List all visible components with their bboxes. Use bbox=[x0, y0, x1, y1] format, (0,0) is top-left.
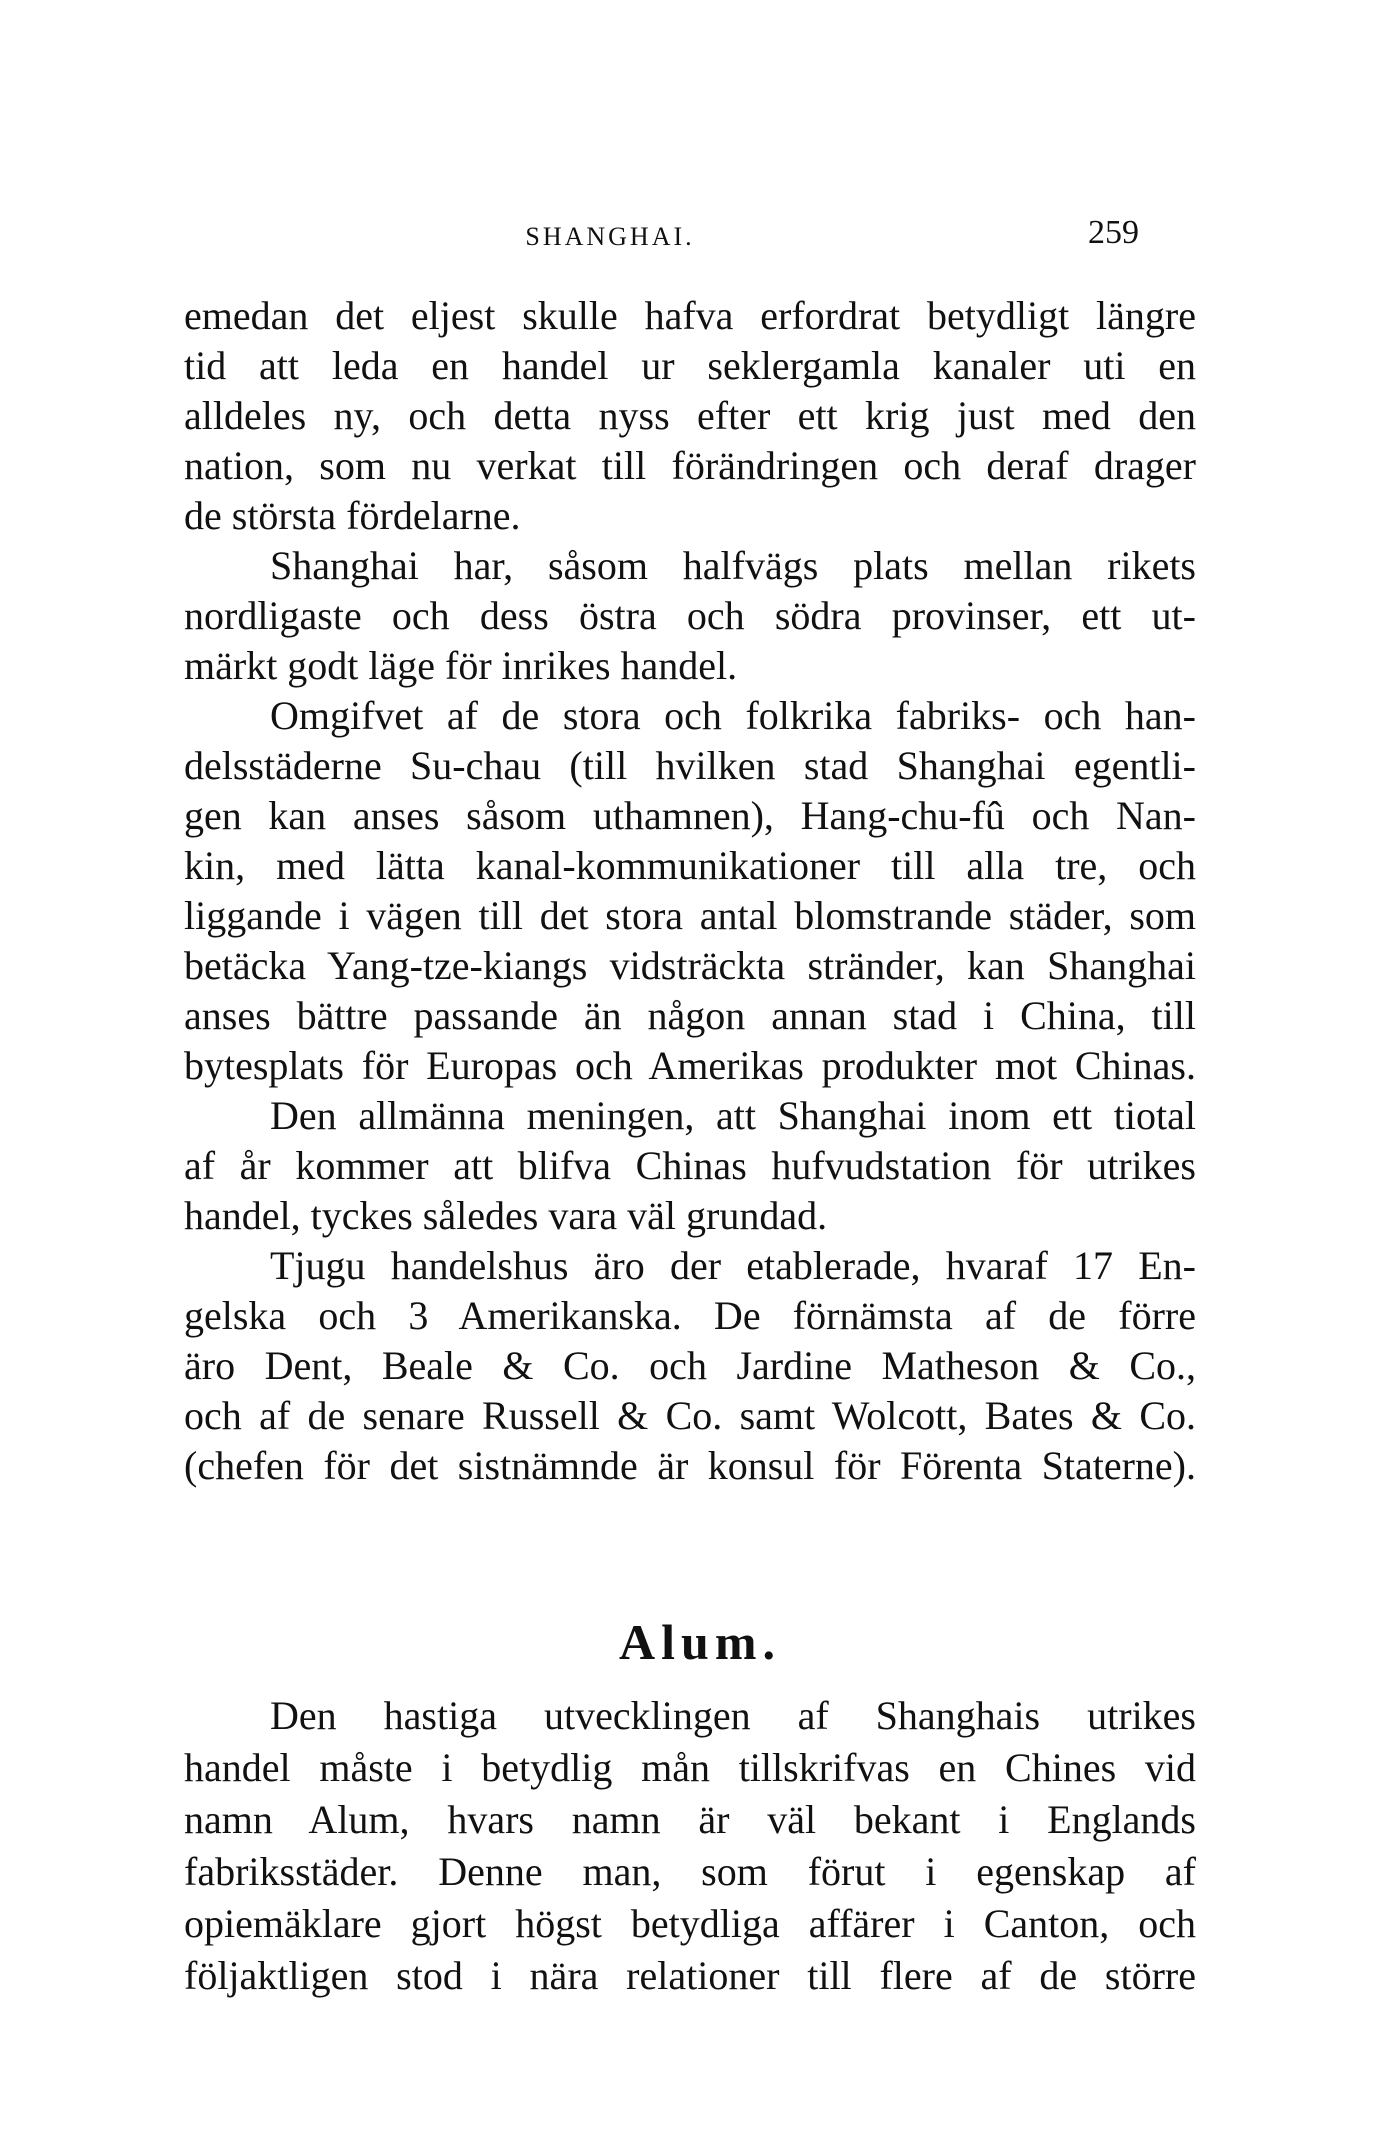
text-line: nation, som nu verkat till förändringen och deraf drager bbox=[184, 443, 1196, 488]
text-line: Den hastiga utvecklingen af Shanghais utrikes bbox=[270, 1693, 1196, 1738]
text-line: opiemäklare gjort högst betydliga affärer i Canton, och bbox=[184, 1901, 1196, 1946]
running-head bbox=[0, 210, 1400, 260]
text-line: anses bättre passande än någon annan stad i China, till bbox=[184, 993, 1196, 1038]
text-line: handel måste i betydlig mån tillskrifvas en Chines vid bbox=[184, 1745, 1196, 1790]
text-line: handel, tyckes således vara väl grundad. bbox=[184, 1193, 828, 1238]
section-heading: Alum. bbox=[619, 1614, 781, 1670]
text-line: nordligaste och dess östra och södra provinser, ett ut- bbox=[184, 593, 1196, 638]
text-line: emedan det eljest skulle hafva erfordrat betydligt längre bbox=[184, 293, 1196, 338]
text-line: betäcka Yang-tze-kiangs vidsträckta stränder, kan Shanghai bbox=[184, 943, 1196, 988]
text-line: och af de senare Russell & Co. samt Wolcott, Bates & Co. bbox=[184, 1393, 1196, 1438]
text-line: äro Dent, Beale & Co. och Jardine Matheson & Co., bbox=[184, 1343, 1196, 1388]
text-line: bytesplats för Europas och Amerikas produkter mot Chinas. bbox=[184, 1043, 1196, 1088]
page-number: 259 bbox=[1088, 214, 1139, 251]
text-line: de största fördelarne. bbox=[184, 493, 521, 538]
text-line: namn Alum, hvars namn är väl bekant i Englands bbox=[184, 1797, 1196, 1842]
text-line: Tjugu handelshus äro der etablerade, hvaraf 17 En- bbox=[270, 1243, 1196, 1288]
text-line: följaktligen stod i nära relationer till flere af de större bbox=[184, 1953, 1196, 1998]
text-line: delsstäderne Su-chau (till hvilken stad Shanghai egentli- bbox=[184, 743, 1196, 788]
text-line: gelska och 3 Amerikanska. De förnämsta af de förre bbox=[184, 1293, 1196, 1338]
text-line: märkt godt läge för inrikes handel. bbox=[184, 643, 738, 688]
text-line: fabriksstäder. Denne man, som förut i egenskap af bbox=[184, 1849, 1196, 1894]
text-line: af år kommer att blifva Chinas hufvudstation för utrikes bbox=[184, 1143, 1196, 1188]
text-line: liggande i vägen till det stora antal blomstrande städer, som bbox=[184, 893, 1196, 938]
running-head-title: SHANGHAI. bbox=[525, 222, 695, 251]
text-line: Omgifvet af de stora och folkrika fabriks- och han- bbox=[270, 693, 1196, 738]
text-line: kin, med lätta kanal-kommunikationer till alla tre, och bbox=[184, 843, 1196, 888]
text-line: gen kan anses såsom uthamnen), Hang-chu-fû och Nan- bbox=[184, 793, 1196, 838]
text-line: Den allmänna meningen, att Shanghai inom ett tiotal bbox=[270, 1093, 1196, 1138]
text-line: (chefen för det sistnämnde är konsul för Förenta Staterne). bbox=[184, 1443, 1196, 1488]
text-line: alldeles ny, och detta nyss efter ett krig just med den bbox=[184, 393, 1196, 438]
text-line: Shanghai har, såsom halfvägs plats mellan rikets bbox=[270, 543, 1196, 588]
text-line: tid att leda en handel ur seklergamla kanaler uti en bbox=[184, 343, 1196, 388]
